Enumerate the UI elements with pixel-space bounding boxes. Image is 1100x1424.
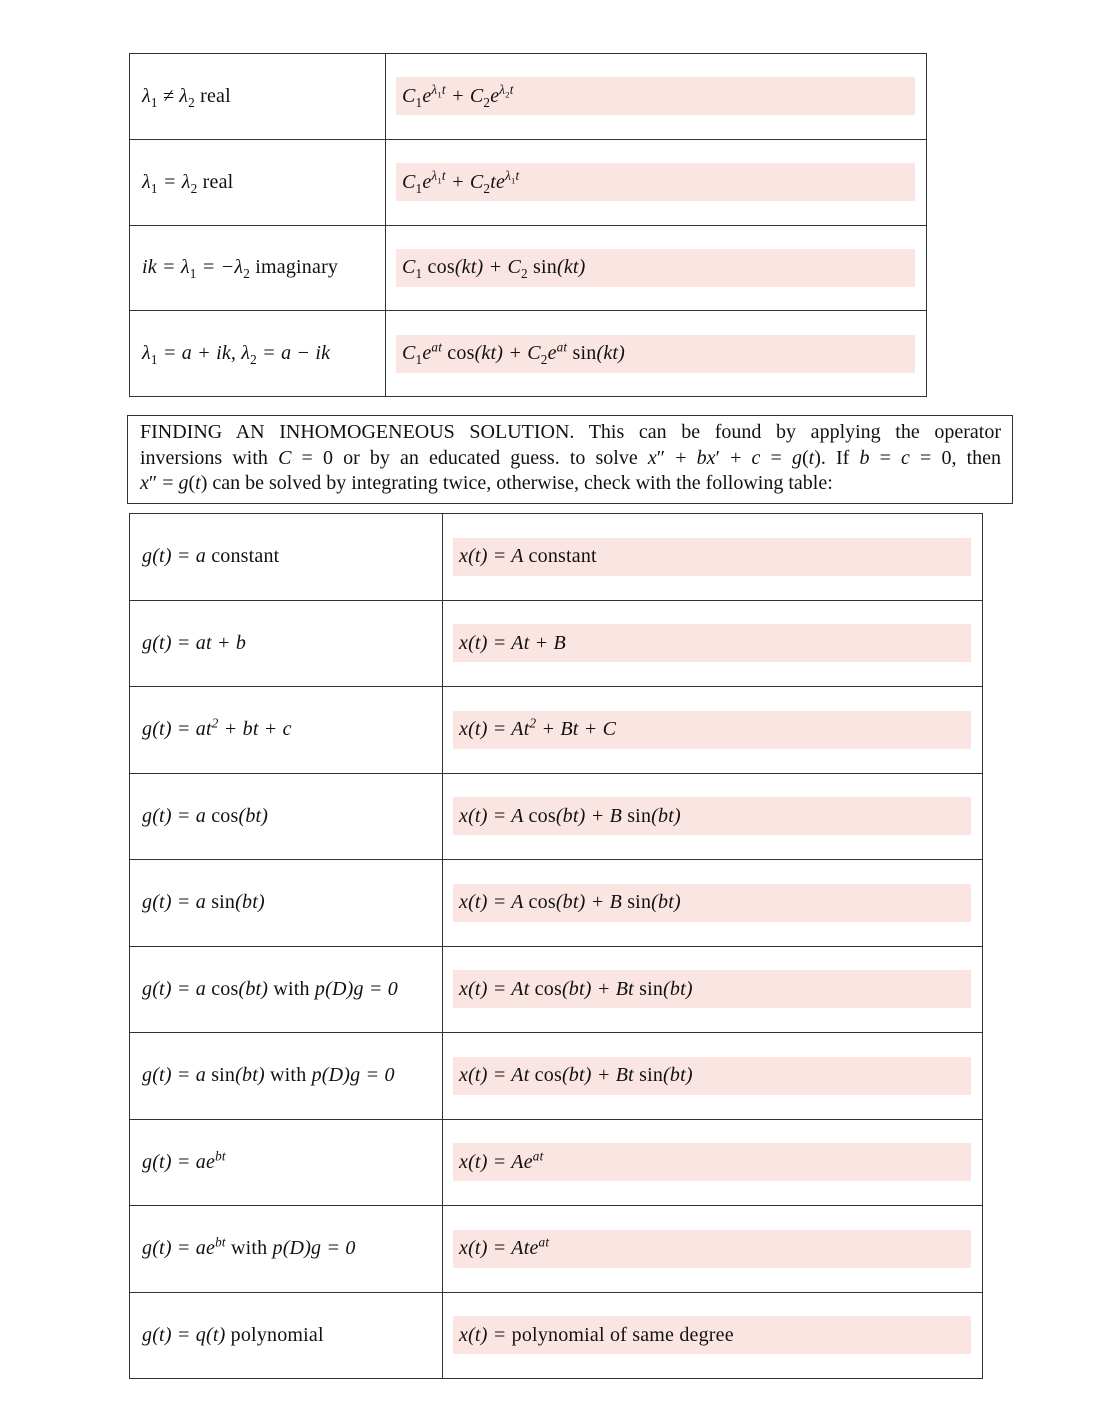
table-row	[130, 947, 982, 1034]
case-formula: $\lambda_1 \ne \lambda_2$ real	[142, 84, 231, 110]
x-cell	[443, 514, 982, 600]
table-row	[130, 54, 926, 140]
solution-highlight	[453, 711, 971, 749]
g-formula: g(t) = at + b	[142, 631, 247, 654]
g-formula: g(t) = q(t) polynomial	[142, 1323, 324, 1346]
solution-highlight	[453, 538, 971, 576]
table-row	[130, 514, 982, 601]
g-formula: g(t) = a cos(bt) with p(D)g = 0	[142, 977, 398, 1000]
table-row	[130, 1120, 982, 1207]
case-cell	[130, 140, 386, 225]
solution-cell	[386, 140, 926, 225]
x-formula: x(t) = A constant	[459, 545, 597, 568]
note-line: inversions with C = 0 or by an educated guess. to solve x″ + bx′ + c = g(t). If b = c = 0, then	[140, 446, 1002, 469]
case-formula: ik = $\lambda_1 = -\lambda_2$ imaginary	[142, 256, 339, 282]
g-cell	[130, 1033, 443, 1119]
case-formula: $\lambda_1 = a$ + ik, $\lambda_2 = a$ − ik	[142, 342, 331, 368]
x-cell	[443, 1206, 982, 1292]
x-cell	[443, 947, 982, 1033]
table-row	[130, 1206, 982, 1293]
solution-highlight	[396, 163, 915, 201]
solution-formula: $C_1e^{\lambda_1t} + C_2te^{\lambda_1t}$	[402, 167, 520, 196]
solution-highlight	[396, 249, 915, 287]
g-formula: g(t) = a constant	[142, 545, 280, 568]
g-cell	[130, 774, 443, 860]
solution-formula: $C_1$ $\cos(kt) + C_2$ sin(kt)	[402, 256, 586, 282]
x-formula: $x(t) = Ae^{at}$	[459, 1148, 544, 1173]
x-formula: $x(t) = At^2 + Bt + C$	[459, 715, 617, 741]
x-formula: x(t) = At cos(bt) + Bt sin(bt)	[459, 1064, 693, 1087]
solution-highlight	[453, 624, 971, 662]
x-cell	[443, 774, 982, 860]
table-row	[130, 140, 926, 226]
case-cell	[130, 54, 386, 139]
solution-highlight	[453, 1057, 971, 1095]
solution-cell	[386, 311, 926, 396]
g-cell	[130, 1206, 443, 1292]
table-row	[130, 311, 926, 396]
case-cell	[130, 226, 386, 311]
solution-formula: $C_1e^{at}$ $\cos(kt) + C_2e^{at}$ sin(kt)	[402, 339, 626, 368]
g-formula: $g(t) = ae^{bt}$ with p(D)g = 0	[142, 1234, 356, 1260]
g-cell	[130, 687, 443, 773]
x-formula: x(t) = polynomial of same degree	[459, 1323, 734, 1346]
case-formula: $\lambda_1 = \lambda_2$ real	[142, 170, 234, 196]
inhomogeneous-solutions-table	[129, 513, 983, 1379]
solution-highlight	[453, 970, 971, 1008]
x-cell	[443, 1033, 982, 1119]
solution-formula: $C_1e^{\lambda_1t} + C_2e^{\lambda_2t}$	[402, 82, 514, 110]
x-cell	[443, 1120, 982, 1206]
solution-highlight	[396, 335, 915, 373]
table-row	[130, 226, 926, 312]
x-formula: x(t) = A cos(bt) + B sin(bt)	[459, 804, 681, 827]
note-line: x″ = g(t) can be solved by integrating twice, otherwise, check with the following table:	[140, 472, 833, 494]
homogeneous-solutions-table	[129, 53, 927, 397]
g-cell	[130, 1293, 443, 1379]
x-cell	[443, 601, 982, 687]
x-formula: x(t) = Ate$^{at}$	[459, 1234, 550, 1260]
solution-highlight	[453, 884, 971, 922]
x-formula: x(t) = A cos(bt) + B sin(bt)	[459, 891, 681, 914]
g-cell	[130, 947, 443, 1033]
table-row	[130, 687, 982, 774]
x-formula: x(t) = At + B	[459, 631, 566, 654]
inhomogeneous-note-box	[127, 415, 1013, 504]
table-row	[130, 1033, 982, 1120]
g-formula: g(t) = a sin(bt)	[142, 891, 265, 914]
note-line: FINDING AN INHOMOGENEOUS SOLUTION. This can be found by applying the operator	[140, 421, 1001, 443]
solution-highlight	[453, 797, 971, 835]
solution-cell	[386, 226, 926, 311]
table-row	[130, 1293, 982, 1379]
solution-highlight	[396, 77, 915, 115]
case-cell	[130, 311, 386, 396]
g-cell	[130, 860, 443, 946]
g-formula: g(t) = a cos(bt)	[142, 804, 269, 827]
x-cell	[443, 860, 982, 946]
solution-highlight	[453, 1230, 971, 1268]
table-row	[130, 601, 982, 688]
x-cell	[443, 1293, 982, 1379]
g-formula: g(t) = a sin(bt) with p(D)g = 0	[142, 1064, 395, 1087]
g-cell	[130, 601, 443, 687]
g-formula: $g(t) = at^2$ + bt + c	[142, 715, 292, 741]
table-row	[130, 774, 982, 861]
solution-highlight	[453, 1143, 971, 1181]
solution-highlight	[453, 1316, 971, 1354]
g-cell	[130, 514, 443, 600]
x-formula: x(t) = At cos(bt) + Bt sin(bt)	[459, 977, 693, 1000]
g-formula: $g(t) = ae^{bt}$	[142, 1148, 226, 1173]
solution-cell	[386, 54, 926, 139]
table-row	[130, 860, 982, 947]
g-cell	[130, 1120, 443, 1206]
x-cell	[443, 687, 982, 773]
